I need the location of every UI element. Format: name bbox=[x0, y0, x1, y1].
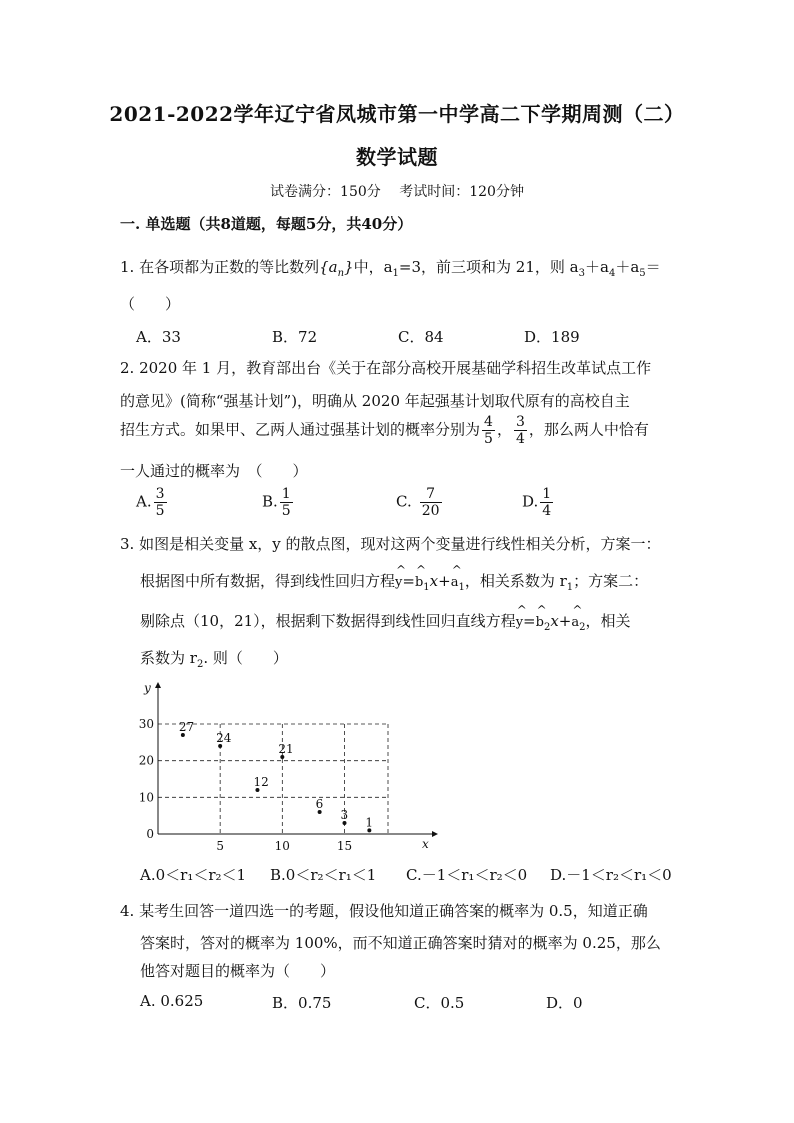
scatter-chart bbox=[132, 676, 452, 854]
data-label: 21 bbox=[278, 742, 294, 756]
scatter-svg bbox=[132, 676, 452, 854]
q3-option-d: D.－1＜r₂＜r₁＜0 bbox=[550, 866, 672, 884]
q4-option-b: B．0.75 bbox=[272, 994, 332, 1012]
x-axis-label: x bbox=[422, 837, 429, 851]
q2-line1: 2. 2020 年 1 月，教育部出台《关于在部分高校开展基础学科招生改革试点工作 bbox=[120, 359, 652, 377]
data-label: 12 bbox=[253, 775, 269, 789]
q2-fraction-1: $\frac{4}{5}$ bbox=[484, 414, 493, 447]
q4-line1: 4. 某考生回答一道四选一的考题，假设他知道正确答案的概率为 0.5，知道正确 bbox=[120, 902, 648, 920]
x-tick-label: 10 bbox=[274, 839, 290, 853]
q1-option-d: D．189 bbox=[524, 328, 580, 346]
q2-line3: 招生方式。如果甲、乙两人通过强基计划的概率分别为 $\frac{4}{5}$ ， $\frac{3}{4}$ ，那么两人中恰有 bbox=[120, 414, 649, 447]
data-label: 1 bbox=[365, 815, 373, 830]
q2-line2: 的意见》(简称“强基计划”)，明确从 2020 年起强基计划取代原有的高校自主 bbox=[120, 392, 630, 410]
y-tick-label: 20 bbox=[138, 753, 154, 768]
q2-option-a: A. $\frac{3}{5}$ bbox=[136, 486, 165, 519]
data-label: 3 bbox=[340, 808, 349, 822]
y-tick-label: 0 bbox=[146, 827, 154, 841]
data-label: 27 bbox=[178, 720, 195, 734]
y-axis-arrow bbox=[155, 682, 161, 688]
q1-stem: 1. 在各项都为正数的等比数列$\{a_n\}$中，$a_1=3$，前三项和为 21，则 $a_3+a_4+a_5=$ bbox=[120, 258, 661, 279]
y-tick-label: 10 bbox=[138, 790, 154, 805]
q3-line1: 3. 如图是相关变量 x，y 的散点图，现对这两个变量进行线性相关分析，方案一： bbox=[120, 535, 661, 553]
q4-line3: 他答对题目的概率为（ ） bbox=[140, 962, 336, 980]
y-tick-label: 30 bbox=[138, 717, 154, 731]
q3-option-a: A.0＜r₁＜r₂＜1 bbox=[140, 866, 247, 884]
exam-meta: 试卷满分：150分 考试时间：120分钟 bbox=[270, 184, 524, 200]
q3-line3: 剔除点（10，21），根据剩下数据得到线性回归直线方程^ y=^ $b_2x+\^{}$ $a_2$，相关 bbox=[140, 610, 631, 633]
x-tick-label: 5 bbox=[216, 839, 224, 853]
q4-option-c: C．0.5 bbox=[414, 994, 465, 1012]
section-heading: 一. 单选题（共8道题，每题5分，共40分） bbox=[120, 215, 413, 233]
q4-option-a: A. 0.625 bbox=[140, 992, 204, 1010]
q2-option-d: D. $\frac{1}{4}$ bbox=[522, 486, 552, 519]
y-axis-label: y bbox=[144, 681, 151, 695]
x-axis-arrow bbox=[432, 831, 438, 837]
q4-line2: 答案时，答对的概率为 100%，而不知道正确答案时猜对的概率为 0.25，那么 bbox=[140, 934, 661, 952]
q1-paren: （ ） bbox=[120, 295, 181, 313]
q1-option-a: A．33 bbox=[136, 328, 181, 346]
q3-line4: 系数为 $r_2$. 则（ ） bbox=[140, 649, 288, 670]
data-label: 6 bbox=[315, 797, 324, 811]
q3-option-b: B.0＜r₂＜r₁＜1 bbox=[270, 866, 377, 884]
data-label: 24 bbox=[216, 731, 232, 745]
q2-fraction-2: $\frac{3}{4}$ bbox=[515, 414, 525, 447]
x-tick-label: 15 bbox=[336, 839, 353, 853]
q1-option-b: B．72 bbox=[272, 328, 318, 346]
exam-subtitle: 数学试题 bbox=[356, 145, 438, 169]
q3-line2: 根据图中所有数据，得到线性回归方程^ y=^ $b_1x+\^{}$ $a_1$，相关系数为 $r_1$；方案二： bbox=[140, 570, 648, 593]
q4-option-d: D．0 bbox=[546, 994, 583, 1012]
exam-title: 2021-2022学年辽宁省凤城市第一中学高二下学期周测（二） bbox=[109, 102, 685, 126]
q3-option-c: C.－1＜r₁＜r₂＜0 bbox=[406, 866, 528, 884]
q2-option-b: B. $\frac{1}{5}$ bbox=[262, 486, 291, 519]
q2-line4: 一人通过的概率为 （ ） bbox=[120, 462, 308, 480]
q2-option-c: C. $\frac{7}{20}$ bbox=[396, 486, 440, 519]
q1-option-c: C．84 bbox=[398, 328, 444, 346]
